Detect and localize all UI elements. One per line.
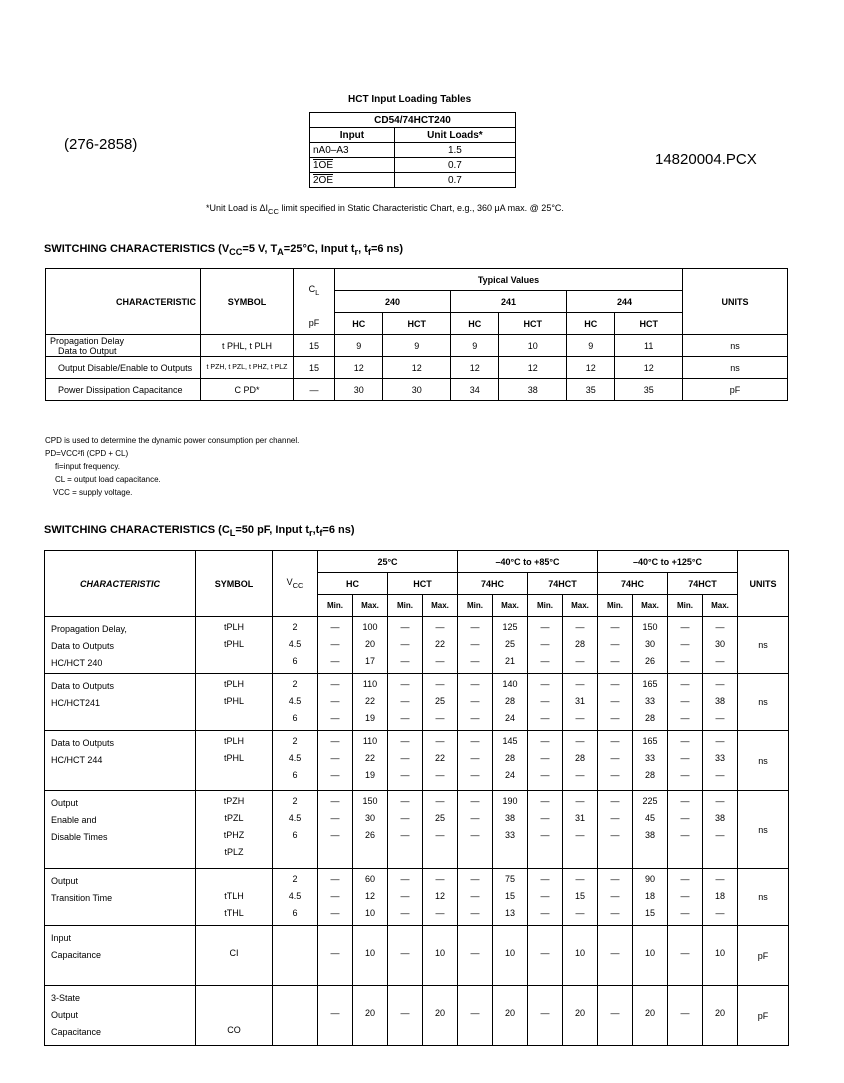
value-cell: — 28 — xyxy=(563,731,598,791)
temp-25c: 25°C xyxy=(318,551,458,573)
value-cell: 145 28 24 xyxy=(493,731,528,791)
value-cell: — xyxy=(458,986,493,1046)
value-cell: 165 33 28 xyxy=(633,731,668,791)
value-cell: — — — xyxy=(528,869,563,926)
switching-table-limits xyxy=(44,550,789,1046)
cl-cell: — xyxy=(294,379,335,401)
value-cell: — xyxy=(598,986,633,1046)
col-symbol: SYMBOL xyxy=(201,269,294,335)
value-cell: 12 xyxy=(499,357,567,379)
units-cell: ns xyxy=(738,617,789,674)
sub-hct: HCT xyxy=(388,573,458,595)
value-cell: 12 xyxy=(566,357,614,379)
col-max: Max. xyxy=(353,595,388,617)
group-241: 241 xyxy=(450,291,566,313)
value-cell: 9 xyxy=(383,335,451,357)
note-line: CPD is used to determine the dynamic power consumption per channel. xyxy=(45,436,300,445)
units-cell: pF xyxy=(683,379,788,401)
sub-74hc: 74HC xyxy=(458,573,528,595)
loading-table-title: HCT Input Loading Tables xyxy=(348,94,472,105)
table-row xyxy=(46,379,788,401)
value-cell: 20 xyxy=(423,986,458,1046)
value-cell: 110 22 19 xyxy=(353,731,388,791)
value-cell: — xyxy=(388,986,423,1046)
value-cell: — 31 — xyxy=(563,791,598,869)
loading-device: CD54/74HCT240 xyxy=(310,113,516,128)
table-row xyxy=(45,731,789,791)
col-cl: $C_L$ xyxy=(294,269,335,313)
symbol-cell: tPLH tPHL xyxy=(196,731,273,791)
loading-value: 1.5 xyxy=(394,143,515,158)
value-cell: — 25 — xyxy=(423,791,458,869)
value-cell: 110 22 19 xyxy=(353,674,388,731)
sub-74hct: 74HCT xyxy=(528,573,598,595)
symbol-cell: tPLH tPHL xyxy=(196,674,273,731)
sub-hc: HC xyxy=(450,313,498,335)
col-max: Max. xyxy=(423,595,458,617)
value-cell: — 28 — xyxy=(563,617,598,674)
value-cell: 20 xyxy=(703,986,738,1046)
value-cell: — — — xyxy=(528,674,563,731)
col-symbol: SYMBOL xyxy=(196,551,273,617)
col-pf: pF xyxy=(294,313,335,335)
loading-input: 2OE xyxy=(310,173,395,188)
value-cell: — xyxy=(528,986,563,1046)
value-cell: — — — xyxy=(388,869,423,926)
value-cell: — xyxy=(668,926,703,986)
value-cell: — — — xyxy=(528,731,563,791)
value-cell: 34 xyxy=(450,379,498,401)
value-cell: — — — xyxy=(318,869,353,926)
value-cell: — — — xyxy=(458,869,493,926)
characteristic-cell: Data to Outputs HC/HCT 244 xyxy=(45,731,196,791)
section-title-switching-5v: SWITCHING CHARACTERISTICS ($V_{CC}=5$ V, $T_A=25^\circ C$, Input $t_r$, $t_f=6$ ns) xyxy=(44,243,404,258)
value-cell: 11 xyxy=(615,335,683,357)
value-cell: 20 xyxy=(493,986,528,1046)
value-cell: — — — xyxy=(388,791,423,869)
value-cell: 60 12 10 xyxy=(353,869,388,926)
value-cell: — — — xyxy=(598,869,633,926)
table-row xyxy=(45,869,789,926)
units-cell: ns xyxy=(738,869,789,926)
value-cell: — 18 — xyxy=(703,869,738,926)
vcc-cell: 2 4.5 6 xyxy=(273,674,318,731)
value-cell: — 31 — xyxy=(563,674,598,731)
loading-value: 0.7 xyxy=(394,158,515,173)
value-cell: — 30 — xyxy=(703,617,738,674)
value-cell: — — — xyxy=(458,674,493,731)
value-cell: — — — xyxy=(598,617,633,674)
temp-85c: –40°C to +85°C xyxy=(458,551,598,573)
units-cell: pF xyxy=(738,926,789,986)
value-cell: 90 18 15 xyxy=(633,869,668,926)
symbol-cell: C PD* xyxy=(201,379,294,401)
characteristic-cell: Input Capacitance xyxy=(45,926,196,986)
units-cell: ns xyxy=(738,791,789,869)
value-cell: 12 xyxy=(615,357,683,379)
units-cell: ns xyxy=(738,674,789,731)
col-min: Min. xyxy=(528,595,563,617)
symbol-cell: tPZH tPZL tPHZ tPLZ xyxy=(196,791,273,869)
col-characteristic: CHARACTERISTIC xyxy=(46,269,201,335)
part-number: (276-2858) xyxy=(64,136,138,153)
loading-col-input: Input xyxy=(310,128,395,143)
value-cell: 20 xyxy=(353,986,388,1046)
col-min: Min. xyxy=(598,595,633,617)
value-cell: 10 xyxy=(633,926,668,986)
group-244: 244 xyxy=(566,291,682,313)
temp-125c: –40°C to +125°C xyxy=(598,551,738,573)
symbol-cell: CO xyxy=(196,986,273,1046)
symbol-cell: t PHL, t PLH xyxy=(201,335,294,357)
characteristic-cell: Power Dissipation Capacitance xyxy=(46,379,201,401)
table-row xyxy=(45,791,789,869)
col-max: Max. xyxy=(633,595,668,617)
value-cell: 35 xyxy=(566,379,614,401)
value-cell: 35 xyxy=(615,379,683,401)
units-cell: ns xyxy=(683,357,788,379)
sub-74hc: 74HC xyxy=(598,573,668,595)
symbol-cell: t PZH, t PZL, t PHZ, t PLZ xyxy=(201,357,294,379)
table-row xyxy=(45,674,789,731)
symbol-cell: tPLH tPHL xyxy=(196,617,273,674)
col-min: Min. xyxy=(458,595,493,617)
value-cell: — xyxy=(318,926,353,986)
value-cell: — — — xyxy=(458,617,493,674)
col-min: Min. xyxy=(318,595,353,617)
value-cell: 20 xyxy=(563,986,598,1046)
value-cell: 12 xyxy=(335,357,383,379)
value-cell: 100 20 17 xyxy=(353,617,388,674)
note-line: VCC = supply voltage. xyxy=(53,488,133,497)
sub-hc: HC xyxy=(566,313,614,335)
col-min: Min. xyxy=(388,595,423,617)
value-cell: — — — xyxy=(318,674,353,731)
col-max: Max. xyxy=(563,595,598,617)
value-cell: 9 xyxy=(335,335,383,357)
value-cell: 75 15 13 xyxy=(493,869,528,926)
characteristic-cell: 3-State Output Capacitance xyxy=(45,986,196,1046)
value-cell: 12 xyxy=(450,357,498,379)
value-cell: — 12 — xyxy=(423,869,458,926)
units-cell: ns xyxy=(683,335,788,357)
characteristic-cell: Propagation Delay, Data to Outputs HC/HCT 240 xyxy=(45,617,196,674)
value-cell: — — — xyxy=(598,674,633,731)
vcc-cell: 2 4.5 6 xyxy=(273,731,318,791)
value-cell: — 22 — xyxy=(423,731,458,791)
characteristic-cell: Data to Outputs HC/HCT241 xyxy=(45,674,196,731)
sub-hc: HC xyxy=(335,313,383,335)
symbol-cell: tTLH tTHL xyxy=(196,869,273,926)
value-cell: — 22 — xyxy=(423,617,458,674)
value-cell: — 38 — xyxy=(703,674,738,731)
value-cell: — — — xyxy=(598,731,633,791)
table-row xyxy=(45,986,789,1046)
value-cell: — xyxy=(668,986,703,1046)
value-cell: 12 xyxy=(383,357,451,379)
table-row xyxy=(45,617,789,674)
power-notes xyxy=(45,434,299,499)
value-cell: — xyxy=(598,926,633,986)
value-cell: — — — xyxy=(668,674,703,731)
vcc-cell: 2 4.5 6 xyxy=(273,617,318,674)
note-line: CL = output load capacitance. xyxy=(55,475,161,484)
value-cell: 10 xyxy=(563,926,598,986)
cl-cell: 15 xyxy=(294,357,335,379)
value-cell: 20 xyxy=(633,986,668,1046)
value-cell: 190 38 33 xyxy=(493,791,528,869)
switching-table-typical xyxy=(45,268,788,401)
value-cell: 9 xyxy=(450,335,498,357)
group-240: 240 xyxy=(335,291,451,313)
value-cell: — — — xyxy=(668,869,703,926)
loading-table xyxy=(309,112,516,188)
value-cell: 165 33 28 xyxy=(633,674,668,731)
table-row xyxy=(46,335,788,357)
col-units: UNITS xyxy=(738,551,789,617)
sub-hct: HCT xyxy=(499,313,567,335)
value-cell: — xyxy=(318,986,353,1046)
value-cell: — — — xyxy=(318,617,353,674)
col-units: UNITS xyxy=(683,269,788,335)
characteristic-cell: Propagation Delay Data to Output xyxy=(46,335,201,357)
value-cell: — — — xyxy=(528,791,563,869)
value-cell: — — — xyxy=(388,674,423,731)
value-cell: — — — xyxy=(388,731,423,791)
col-characteristic: CHARACTERISTIC xyxy=(45,551,196,617)
note-line: PD=VCC²fi (CPD + CL) xyxy=(45,449,129,458)
loading-input: 1OE xyxy=(310,158,395,173)
col-max: Max. xyxy=(703,595,738,617)
value-cell: 30 xyxy=(383,379,451,401)
sub-hct: HCT xyxy=(383,313,451,335)
value-cell: — — — xyxy=(528,617,563,674)
table-row xyxy=(45,926,789,986)
col-typical-values: Typical Values xyxy=(335,269,683,291)
characteristic-cell: Output Transition Time xyxy=(45,869,196,926)
sub-hct: HCT xyxy=(615,313,683,335)
value-cell: — 25 — xyxy=(423,674,458,731)
value-cell: 140 28 24 xyxy=(493,674,528,731)
vcc-cell: 2 4.5 6 xyxy=(273,791,318,869)
value-cell: — — — xyxy=(668,731,703,791)
value-cell: — — — xyxy=(318,791,353,869)
value-cell: 10 xyxy=(703,926,738,986)
value-cell: 125 25 21 xyxy=(493,617,528,674)
value-cell: — 15 — xyxy=(563,869,598,926)
value-cell: — xyxy=(388,926,423,986)
sub-74hct: 74HCT xyxy=(668,573,738,595)
value-cell: — — — xyxy=(388,617,423,674)
vcc-cell: 2 4.5 6 xyxy=(273,869,318,926)
value-cell: — xyxy=(528,926,563,986)
value-cell: 38 xyxy=(499,379,567,401)
value-cell: 9 xyxy=(566,335,614,357)
value-cell: — — — xyxy=(458,731,493,791)
value-cell: 10 xyxy=(353,926,388,986)
loading-input: nA0–A3 xyxy=(310,143,395,158)
cl-cell: 15 xyxy=(294,335,335,357)
characteristic-cell: Output Enable and Disable Times xyxy=(45,791,196,869)
table-row xyxy=(46,357,788,379)
value-cell: — — — xyxy=(668,617,703,674)
value-cell: — — — xyxy=(598,791,633,869)
value-cell: — — — xyxy=(318,731,353,791)
value-cell: — 38 — xyxy=(703,791,738,869)
col-vcc: $V_{CC}$ xyxy=(273,551,318,617)
value-cell: — — — xyxy=(458,791,493,869)
col-min: Min. xyxy=(668,595,703,617)
value-cell: 150 30 26 xyxy=(353,791,388,869)
symbol-cell: CI xyxy=(196,926,273,986)
col-max: Max. xyxy=(493,595,528,617)
value-cell: 10 xyxy=(499,335,567,357)
section-title-switching-50pf: SWITCHING CHARACTERISTICS ($C_L=50$ pF, Input $t_r,t_f=6$ ns) xyxy=(44,524,355,539)
sub-hc: HC xyxy=(318,573,388,595)
value-cell: 225 45 38 xyxy=(633,791,668,869)
units-cell: pF xyxy=(738,986,789,1046)
note-line: fi=input frequency. xyxy=(55,462,121,471)
value-cell: 10 xyxy=(423,926,458,986)
value-cell: — 33 — xyxy=(703,731,738,791)
value-cell: 10 xyxy=(493,926,528,986)
vcc-cell xyxy=(273,926,318,986)
unit-load-note: *Unit Load is $\Delta I_{CC}$ limit specified in Static Characteristic Chart, e.g., 360 μA max. @ 25°C. xyxy=(206,203,564,216)
value-cell: — xyxy=(458,926,493,986)
value-cell: 30 xyxy=(335,379,383,401)
file-name: 14820004.PCX xyxy=(655,151,757,168)
loading-col-loads: Unit Loads* xyxy=(394,128,515,143)
characteristic-cell: Output Disable/Enable to Outputs xyxy=(46,357,201,379)
units-cell: ns xyxy=(738,731,789,791)
loading-value: 0.7 xyxy=(394,173,515,188)
value-cell: — — — xyxy=(668,791,703,869)
vcc-cell xyxy=(273,986,318,1046)
value-cell: 150 30 26 xyxy=(633,617,668,674)
